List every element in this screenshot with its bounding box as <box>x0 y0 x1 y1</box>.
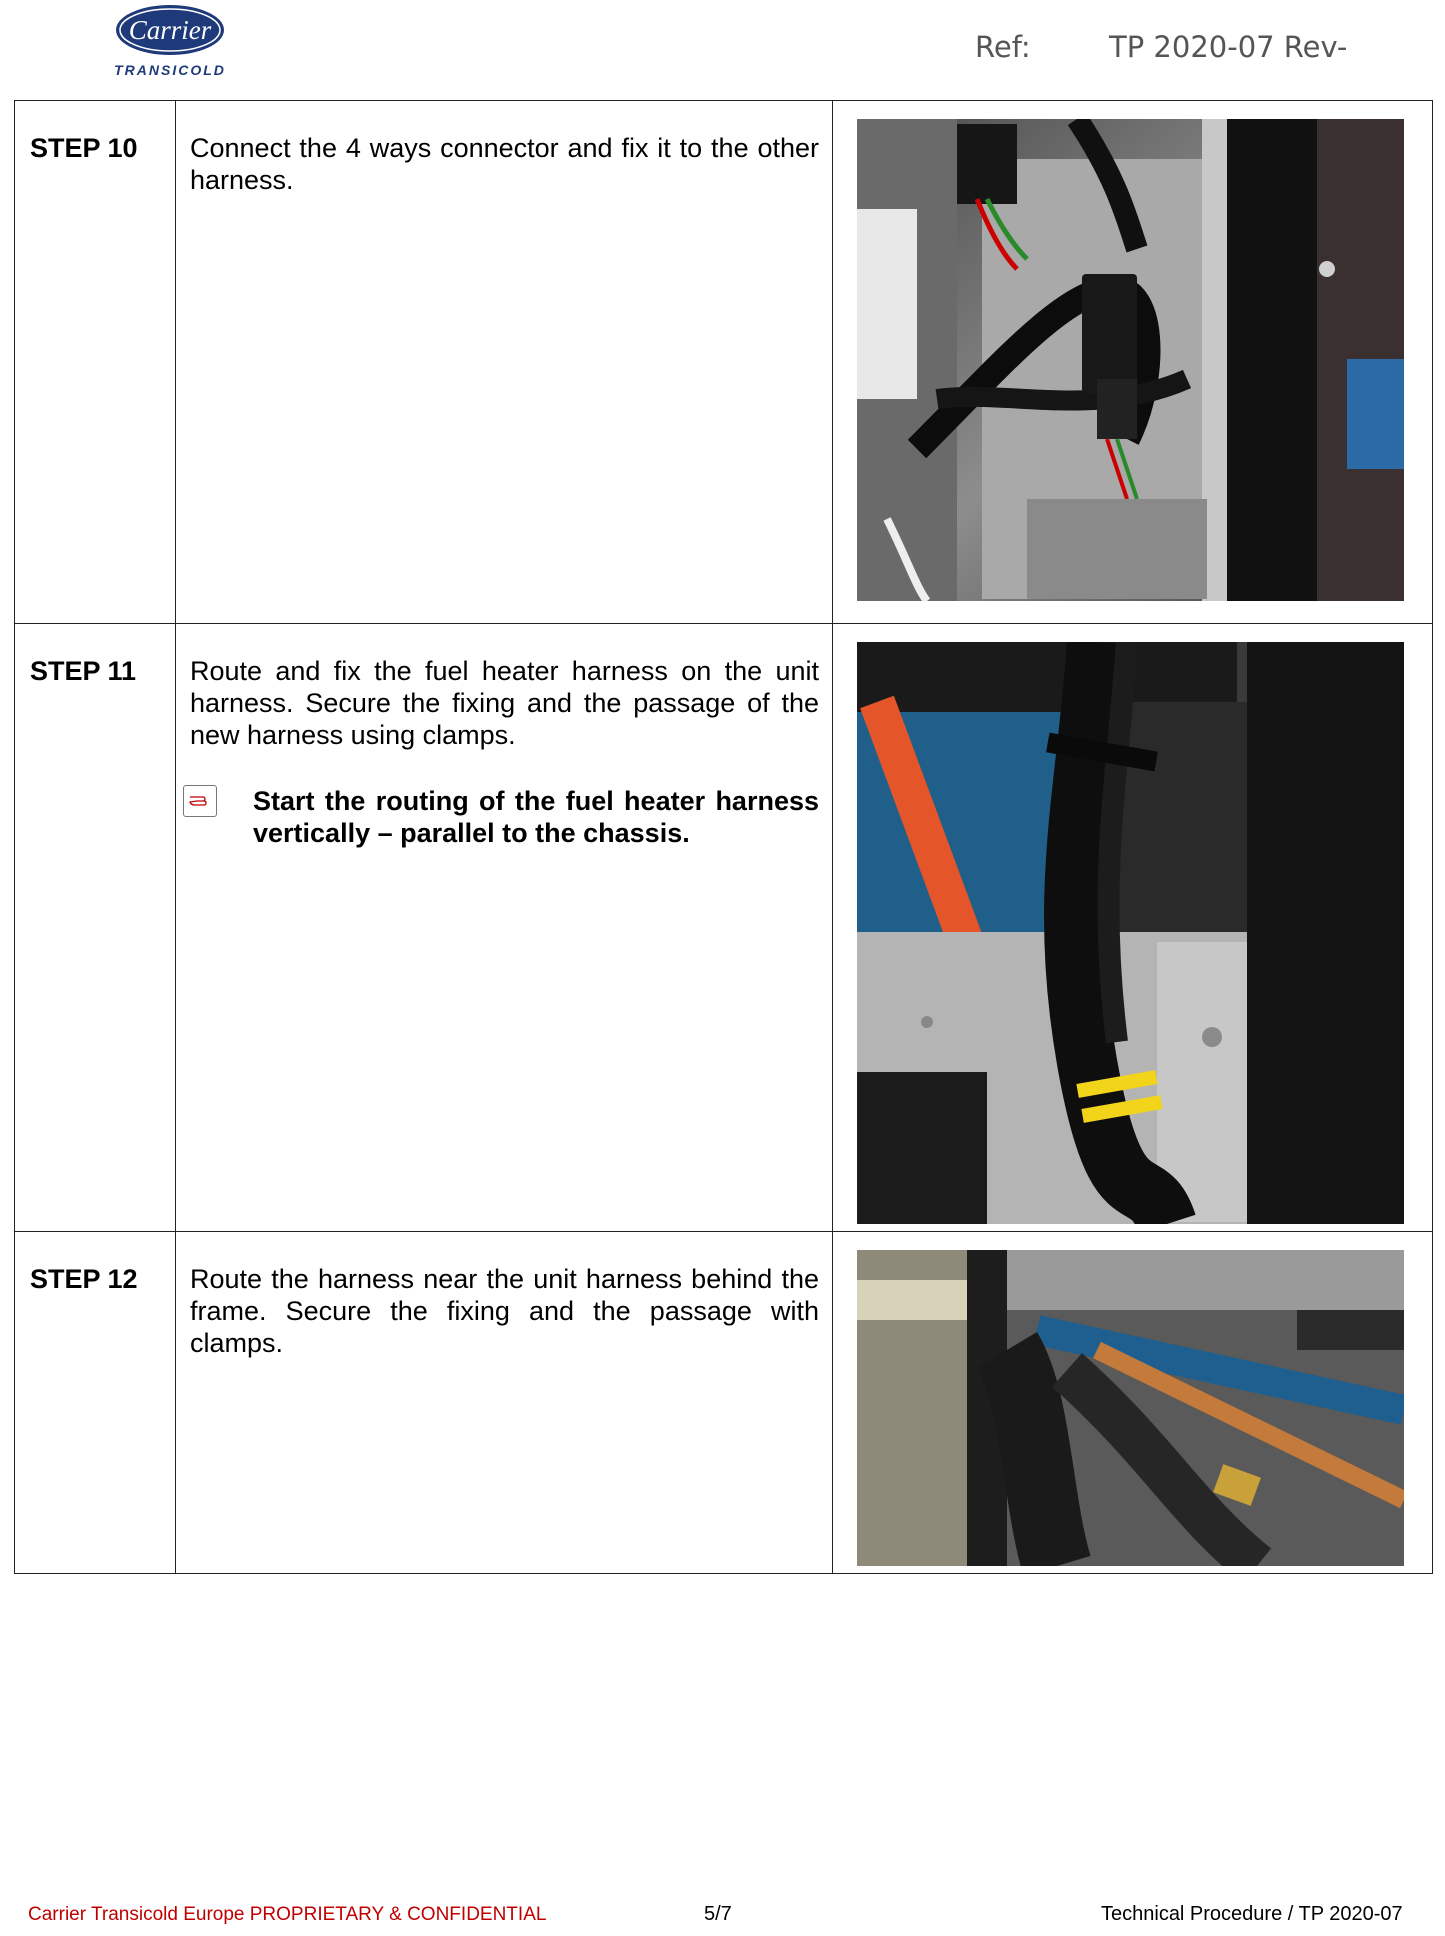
fuel-heater-harness-photo <box>857 642 1404 1224</box>
step-text: Connect the 4 ways connector and fix it to the other harness. <box>190 133 819 195</box>
connector-photo <box>857 119 1404 601</box>
step-label: STEP 11 <box>30 656 137 686</box>
logo-sub: TRANSICOLD <box>114 62 226 78</box>
steps-table <box>14 100 1433 1574</box>
ref-value: TP 2020-07 Rev- <box>1109 30 1348 64</box>
pointing-hand-icon <box>183 785 217 817</box>
step-row <box>15 624 1433 1232</box>
logo-brand: Carrier <box>128 15 212 45</box>
carrier-transicold-logo <box>96 2 246 82</box>
step-text: Route and fix the fuel heater harness on the unit harness. Secure the fixing and the passage of the new harness using clamps. <box>190 656 819 750</box>
step-label: STEP 12 <box>30 1264 138 1294</box>
document-reference <box>975 30 1395 64</box>
harness-behind-frame-photo <box>857 1250 1404 1566</box>
document-name: Technical Procedure / TP 2020-07 <box>1101 1903 1403 1925</box>
step-label: STEP 10 <box>30 133 138 163</box>
note <box>176 785 832 849</box>
step-text: Route the harness near the unit harness behind the frame. Secure the fixing and the passage with clamps. <box>190 1264 819 1358</box>
ref-label: Ref: <box>975 30 1031 64</box>
confidential-notice: Carrier Transicold Europe PROPRIETARY & CONFIDENTIAL <box>28 1904 547 1925</box>
step-row <box>15 1232 1433 1574</box>
note-text: Start the routing of the fuel heater harness vertically – parallel to the chassis. <box>253 786 819 848</box>
step-row <box>15 101 1433 624</box>
page-number: 5/7 <box>704 1903 732 1925</box>
